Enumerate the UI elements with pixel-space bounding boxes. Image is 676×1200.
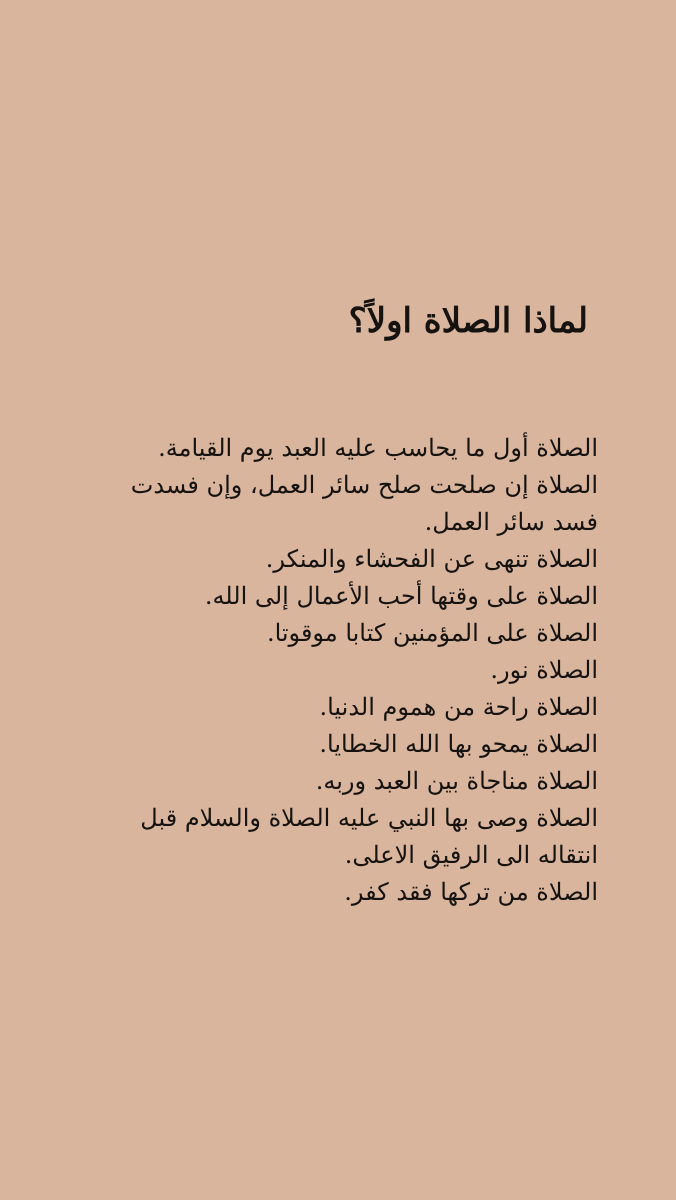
list-item: الصلاة تنهى عن الفحشاء والمنكر. bbox=[265, 545, 598, 573]
list-item: الصلاة يمحو بها الله الخطايا. bbox=[319, 730, 598, 758]
list-item: الصلاة راحة من هموم الدنيا. bbox=[319, 693, 598, 721]
page-title: لماذا الصلاة اولاً؟ bbox=[348, 300, 588, 341]
list-item: الصلاة على المؤمنين كتابا موقوتا. bbox=[266, 619, 598, 647]
list-item: الصلاة على وقتها أحب الأعمال إلى الله. bbox=[204, 582, 598, 610]
list-item: الصلاة إن صلحت صلح سائر العمل، وإن فسدت فسد سائر العمل. bbox=[130, 471, 598, 536]
list-item: الصلاة من تركها فقد كفر. bbox=[344, 878, 598, 906]
list-item: الصلاة نور. bbox=[490, 656, 598, 684]
prayer-reasons-list bbox=[78, 430, 598, 911]
list-item: الصلاة مناجاة بين العبد وربه. bbox=[315, 767, 598, 795]
list-item: الصلاة أول ما يحاسب عليه العبد يوم القيامة. bbox=[158, 434, 598, 462]
list-item: الصلاة وصى بها النبي عليه الصلاة والسلام قبل انتقاله الى الرفيق الاعلى. bbox=[140, 804, 598, 869]
